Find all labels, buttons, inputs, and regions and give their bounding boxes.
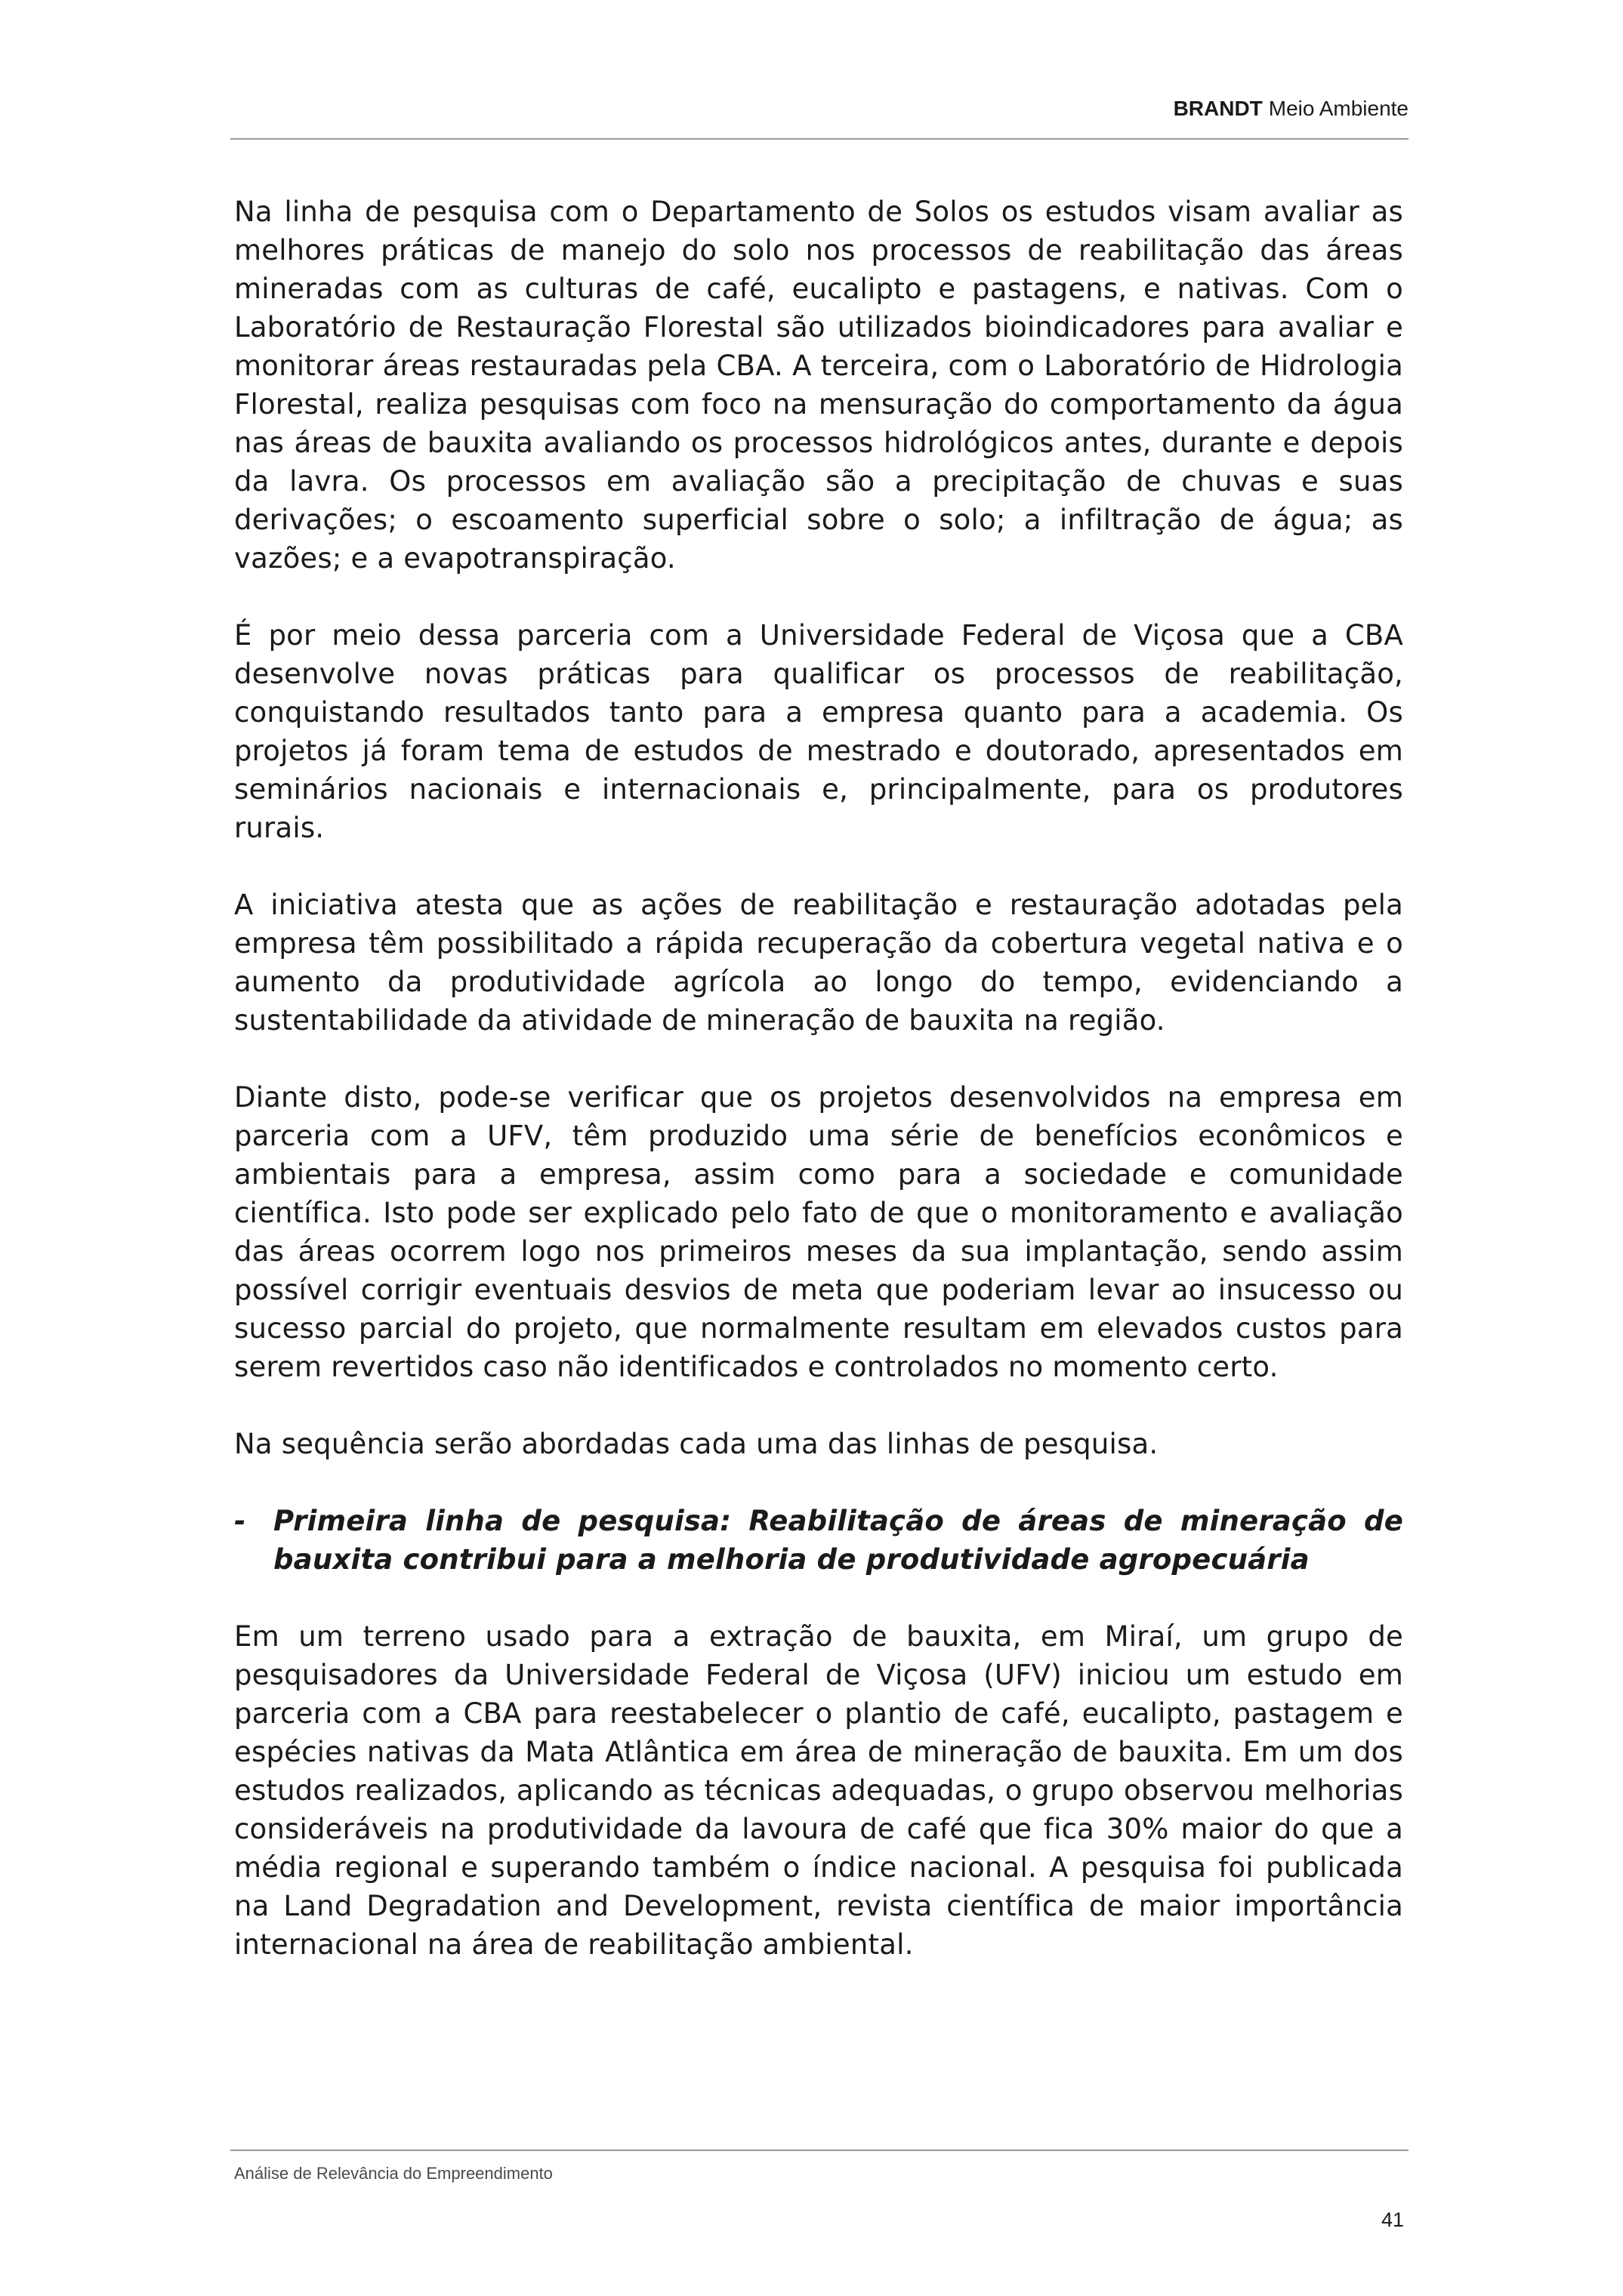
footer-divider [230, 2150, 1409, 2151]
paragraph-research-lines: Na linha de pesquisa com o Departamento de Solos os estudos visam avaliar as melhores práticas de manejo do solo nos processos de reabilitação das áreas mineradas com as culturas de café, eucalipto e pastagens, e nativas. Com o Laboratório de Restauração Florestal são utilizados bioindicadores para avaliar e monitorar áreas restauradas pela CBA. A terceira, com o Laboratório de Hidrologia Florestal, realiza pesquisas com foco na mensuração do comportamento da água nas áreas de bauxita avaliando os processos hidrológicos antes, durante e depois da lavra. Os processos em avaliação são a precipitação de chuvas e suas derivações; o escoamento superficial sobre o solo; a infiltração de água; as vazões; e a evapotranspiração. [234, 196, 1403, 575]
document-body [234, 193, 1403, 1964]
header-brand: BRANDT [1173, 97, 1263, 120]
paragraph-benefits: Diante disto, pode-se verificar que os projetos desenvolvidos na empresa em parceria com a UFV, têm produzido uma série de benefícios econômicos e ambientais para a empresa, assim como para a sociedade e comunidade científica. Isto pode ser explicado pelo fato de que o monitoramento e avaliação das áreas ocorrem logo nos primeiros meses da sua implantação, sendo assim possível corrigir eventuais desvios de meta que poderiam levar ao insucesso ou sucesso parcial do projeto, que normalmente resultam em elevados custos para serem revertidos caso não identificados e controlados no momento certo. [234, 1081, 1403, 1383]
footer-document-title: Análise de Relevância do Empreendimento [234, 2164, 553, 2183]
page-header [230, 97, 1409, 121]
paragraph-initiative-results: A iniciativa atesta que as ações de reabilitação e restauração adotadas pela empresa têm possibilitado a rápida recuperação da cobertura vegetal nativa e o aumento da produtividade agrícola ao longo do tempo, evidenciando a sustentabilidade da atividade de mineração de bauxita na região. [234, 889, 1403, 1037]
header-subtitle: Meio Ambiente [1268, 97, 1409, 120]
section-heading-first-research-line [234, 1502, 1403, 1579]
page-number: 41 [1381, 2208, 1404, 2231]
paragraph-sequence-intro: Na sequência serão abordadas cada uma das linhas de pesquisa. [234, 1428, 1159, 1460]
paragraph-mirai-study: Em um terreno usado para a extração de bauxita, em Miraí, um grupo de pesquisadores da Universidade Federal de Viçosa (UFV) iniciou um estudo em parceria com a CBA para reestabelecer o plantio de café, eucalipto, pastagem e espécies nativas da Mata Atlântica em área de mineração de bauxita. Em um dos estudos realizados, aplicando as técnicas adequadas, o grupo observou melhorias consideráveis na produtividade da lavoura de café que fica 30% maior do que a média regional e superando também o índice nacional. A pesquisa foi publicada na Land Degradation and Development, revista científica de maior importância internacional na área de reabilitação ambiental. [234, 1620, 1403, 1961]
header-divider [230, 138, 1409, 140]
section-heading-dash: - [234, 1505, 246, 1537]
paragraph-ufv-partnership: É por meio dessa parceria com a Universidade Federal de Viçosa que a CBA desenvolve novas práticas para qualificar os processos de reabilitação, conquistando resultados tanto para a empresa quanto para a academia. Os projetos já foram tema de estudos de mestrado e doutorado, apresentados em seminários nacionais e internacionais e, principalmente, para os produtores rurais. [234, 619, 1403, 844]
section-heading-text: Primeira linha de pesquisa: Reabilitação de áreas de mineração de bauxita contribui para a melhoria de produtividade agropecuária [273, 1505, 1403, 1576]
